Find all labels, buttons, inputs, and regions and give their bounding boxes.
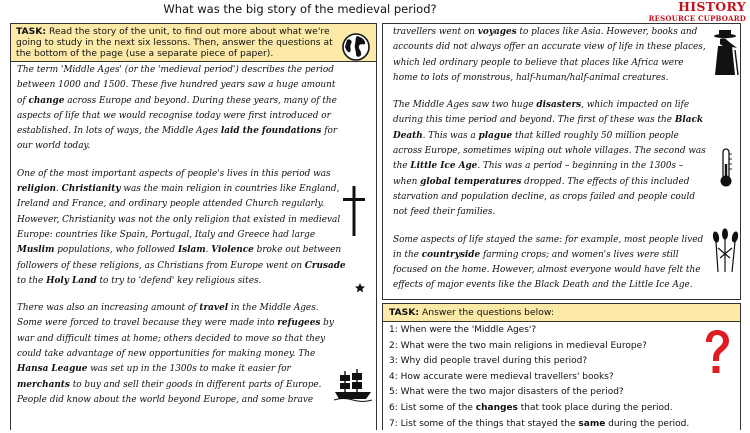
ship-icon [333, 368, 373, 402]
question-item: 2: What were the two main religions in medieval Europe? [389, 340, 647, 351]
story-left-text [11, 62, 376, 408]
question-item: 4: How accurate were medieval travellers' books? [389, 371, 614, 382]
logo-line2: RESOURCE CUPBOARD [648, 13, 746, 23]
story-paragraph: Some aspects of life stayed the same: for example, most people lived in the countryside farming crops; and women's lives were still focused on the home. However, almost everyone would have felt the effects of major events like the Black Death and the Little Ice Age. [393, 234, 704, 291]
story-paragraph: The Middle Ages saw two huge disasters, which impacted on life during this time period and beyond. The first of these was the Black Death. This was a plague that killed roughly 50 million people across Europe, sometimes wiping out whole villages. The second was the Little Ice Age. This was a period – beginning in the 1300s – when global temperatures dropped. The effects of this included starvation and population decline, as crops failed and people could not feed their families. [393, 100, 706, 218]
story-right-panel [382, 23, 741, 300]
question-mark-icon [701, 328, 733, 378]
wheat-icon [710, 228, 740, 272]
question-item: 6: List some of the changes that took place during the period. [389, 402, 673, 413]
story-paragraph: travellers went on voyages to places like Asia. However, books and accounts did not always offer an accurate view of life in these places, which led ordinary people to believe that places like Africa were home to lots of monstrous, half-human/half-animal creatures. [393, 27, 706, 83]
story-right-text [383, 24, 740, 294]
question-list [383, 322, 740, 433]
question-item: 5: What were the two major disasters of the period? [389, 387, 624, 398]
page-title: What was the big story of the medieval period? [163, 2, 437, 16]
cross-icon [341, 184, 367, 238]
logo-line1: HISTORY [678, 0, 746, 14]
question-item: 3: Why did people travel during this period? [389, 356, 588, 367]
story-paragraph: There was also an increasing amount of travel in the Middle Ages. Some were forced to travel because they were made into refugees by war and difficult times at home; others decided to move so that they could take advantage of new opportunities for making money. The Hansa League was set up in the 1300s to make it easier for merchants to buy and sell their goods in different parts of Europe. People did know about the world beyond Europe, and some brave [17, 303, 334, 405]
questions-panel [382, 303, 741, 430]
globe-icon [341, 32, 371, 62]
task-label: TASK: [16, 26, 47, 37]
story-paragraph: One of the most important aspects of people's lives in this period was religion. Christianity was the main religion in countries like England, Ireland and France, and ordinary people attended Church regularly. However, Christianity was not the only religion that existed in medieval Europe: countries like Spain, Portugal, Italy and Greece had large Muslim populations, who followed Islam. Violence broke out between followers of these religions, as Christians from Europe went on Crusade to the Holy Land to try to 'defend' key religious sites. [17, 168, 346, 286]
task-text: Read the story of the unit, to find out more about what we're going to study in the next six lessons. Then, answer the questions at the bottom of the page (use a separate piece of paper). [16, 26, 333, 59]
question-item: 1: When were the 'Middle Ages'? [389, 325, 537, 335]
question-item: 7: List some of the things that stayed the same during the period. [389, 418, 690, 429]
history-logo [636, 1, 746, 22]
questions-task-label: TASK: [389, 307, 420, 318]
task-banner [11, 24, 376, 62]
questions-task-text: Answer the questions below: [419, 307, 554, 318]
crescent-star-icon [338, 274, 368, 302]
thermometer-icon [718, 148, 734, 188]
questions-task-banner [383, 304, 740, 322]
story-left-panel [10, 23, 377, 430]
plague-doctor-icon [711, 30, 739, 76]
story-paragraph: The term 'Middle Ages' (or the 'medieval period') describes the period between 1000 and 1500. These five hundred years saw a huge amount of change across Europe and beyond. During these years, many of the aspects of life that we would recognise today were first introduced or established. In lots of ways, the Middle Ages laid the foundations for our world today. [17, 65, 338, 152]
